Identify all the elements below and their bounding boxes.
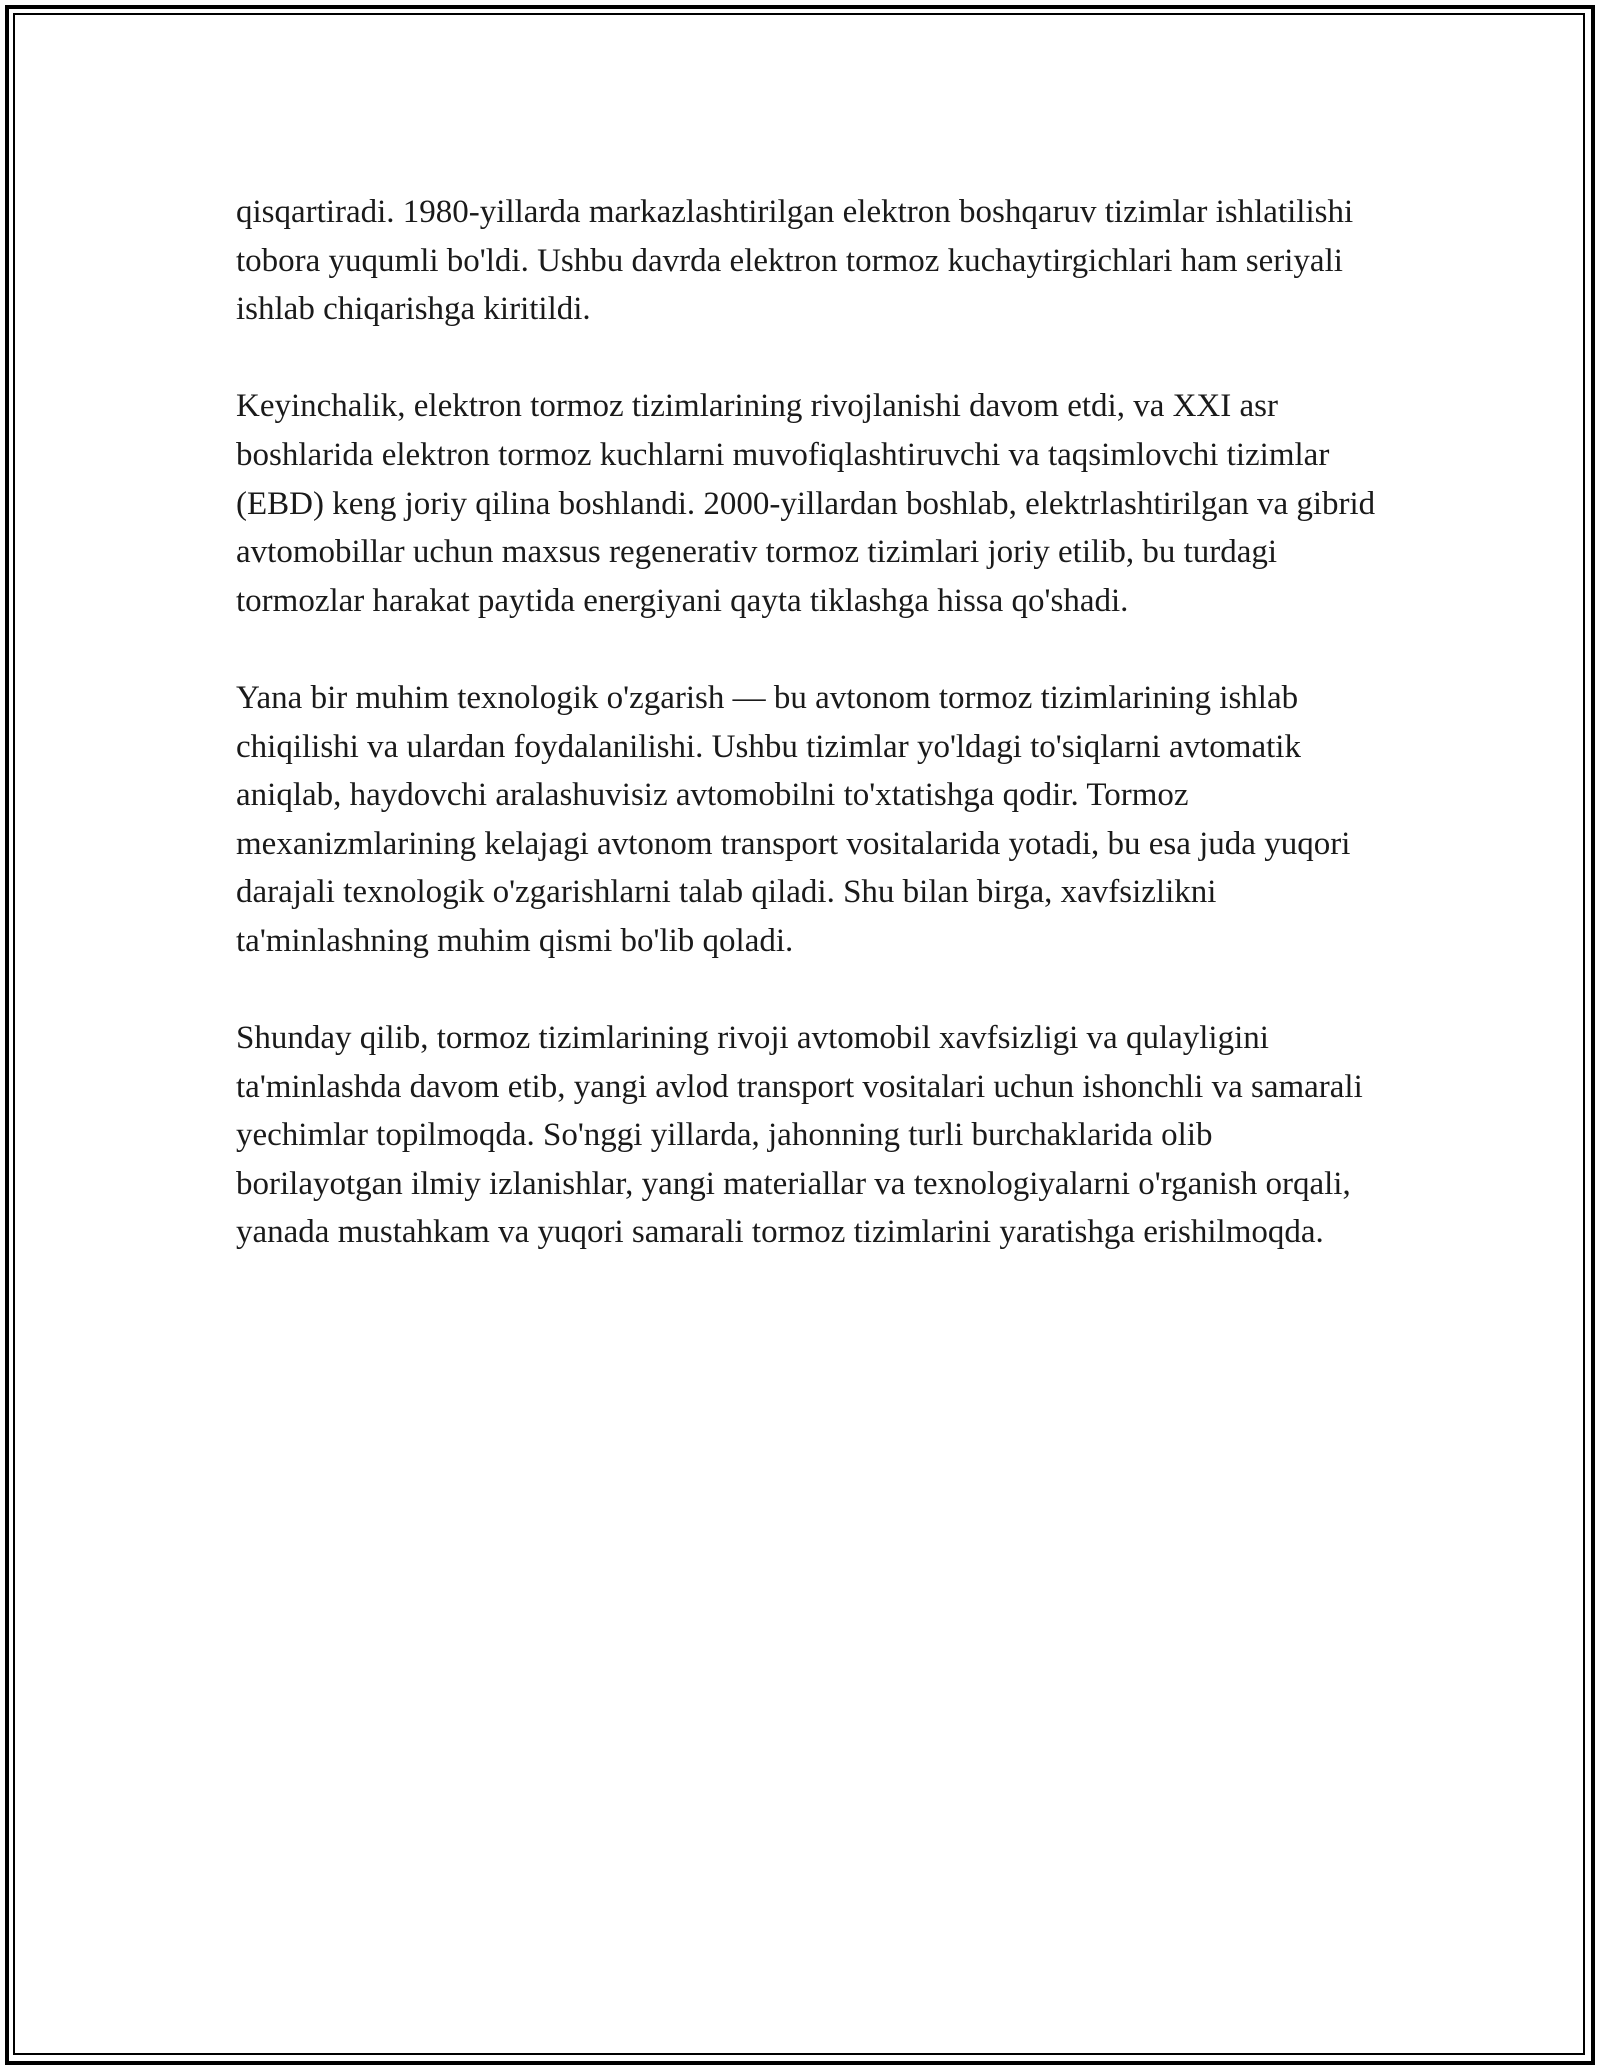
paragraph-1: qisqartiradi. 1980-yillarda markazlashtirilgan elektron boshqaruv tizimlar ishlatilishi tobora yuqumli bo'ldi. Ushbu davrda elektron tormoz kuchaytirgichlari ham seriyali ishlab chiqarishga kiritildi. [236,194,1354,328]
paragraph-3: Yana bir muhim texnologik o'zgarish — bu avtonom tormoz tizimlarining ishlab chiqilishi va ulardan foydalanilishi. Ushbu tizimlar yo'ldagi to'siqlarni avtomatik aniqlab, haydovchi aralashuvisiz avtomobilni to'xtatishga qodir. Tormoz mexanizmlarining kelajagi avtonom transport vositalarida yotadi, bu esa juda yuqori darajali texnologik o'zgarishlarni talab qiladi. Shu bilan birga, xavfsizlikni ta'minlashning muhim qismi bo'lib qoladi. [236,679,1351,959]
paragraph-4: Shunday qilib, tormoz tizimlarining rivoji avtomobil xavfsizligi va qulayligini ta'minlashda davom etib, yangi avlod transport vositalari uchun ishonchli va samarali yechimlar topilmoqda. So'nggi yillarda, jahonning turli burchaklarida olib borilayotgan ilmiy izlanishlar, yangi materiallar va texnologiyalarni o'rganish orqali, yanada mustahkam va yuqori samarali tormoz tizimlarini yaratishga erishilmoqda. [236,1020,1363,1251]
paragraph-2: Keyinchalik, elektron tormoz tizimlarining rivojlanishi davom etdi, va XXI asr boshlarida elektron tormoz kuchlarni muvofiqlashtiruvchi va taqsimlovchi tizimlar (EBD) keng joriy qilina boshlandi. 2000-yillardan boshlab, elektrlashtirilgan va gibrid avtomobillar uchun maxsus regenerativ tormoz tizimlari joriy etilib, bu turdagi tormozlar harakat paytida energiyani qayta tiklashga hissa qo'shadi. [236,388,1376,619]
document-body [236,188,1376,1306]
